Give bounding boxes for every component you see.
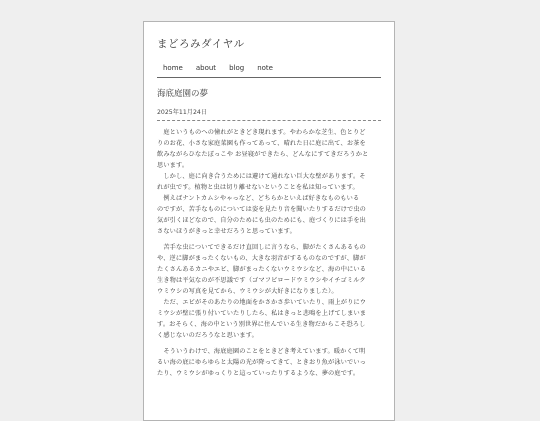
- paragraph-line: く感じないのだろうなと思います。: [157, 332, 258, 339]
- paragraph-line: 例えばナントカムシやゃっなど、どちらかといえば好きなものもいる: [157, 195, 360, 202]
- paragraph-line: りのお花、小さな家庭菜園も作ってあって、晴れた日に庭に出て、お茶を: [157, 140, 366, 147]
- paragraph-line: るい海の底にゆらゆらと太陽の光が降ってきて、ときおり魚が泳いでいっ: [157, 359, 367, 366]
- paragraph-line: ミウシが壁に張り付いていたりしたら、私はきっと悲鳴を上げてしまいま: [157, 310, 367, 317]
- paragraph-line: 生き物は平気なのが不思議です（ゴマフビロードウミウシやイチゴミルク: [157, 277, 366, 284]
- paragraph-line: れが虫です。植物と虫は切り離せないということを私は知っています。: [157, 184, 359, 191]
- post-paragraph: [157, 242, 381, 341]
- post-divider: [157, 120, 381, 121]
- paragraph-line: さないほうがきっと幸せだろうと思っています。: [157, 228, 296, 235]
- paragraph-line: や、逆に脚がまったくないもの、大きな羽音がするものなのですが、脚が: [157, 255, 366, 262]
- paragraph-line: 飲みながらひなたぼっこや お昼寝ができたら、どんなにすてきだろうかと: [157, 151, 369, 158]
- site-title[interactable]: まどろみダイヤル: [157, 38, 245, 50]
- nav-home[interactable]: home: [163, 64, 183, 72]
- paragraph-line: す。おそらく、海の中という別世界に住んでいる生き物だからこそ恐ろし: [157, 321, 366, 328]
- post-body: [157, 127, 381, 379]
- nav-note[interactable]: note: [257, 64, 273, 72]
- paragraph-line: たくさんあるカニやエビ、脚がまったくないウミウシなど、海の中にいる: [157, 266, 367, 273]
- post-paragraph: [157, 127, 381, 237]
- paragraph-line: そういうわけで、海底庭園のことをときどき考えています。暖かくて明: [157, 348, 366, 355]
- paragraph-line: ウミウシの写真を見てから、ウミウシが大好きになりました）。: [157, 288, 338, 295]
- paragraph-line: 庭というものへの憧れがときどき現れます。やわらかな芝生、色とりど: [157, 129, 366, 136]
- header-divider: [157, 77, 381, 78]
- paragraph-line: 思います。: [157, 162, 189, 169]
- paragraph-line: 気が引くほどなので、自分のためにも虫のためにも、庭づくりには手を出: [157, 217, 367, 224]
- main-nav: [157, 63, 381, 73]
- post-paragraph: [157, 346, 381, 379]
- nav-blog[interactable]: blog: [229, 64, 245, 72]
- blog-page: [143, 21, 395, 421]
- nav-about[interactable]: about: [195, 64, 217, 72]
- paragraph-line: のですが、苦手なものについては姿を見たり音を聞いたりするだけで虫の: [157, 206, 367, 213]
- post-title: 海底庭園の夢: [157, 89, 209, 99]
- post-date: 2025年11月24日: [157, 109, 208, 116]
- paragraph-line: ただ、エビがそのあたりの地面をかさかさ歩いていたり、雨上がりにウ: [157, 299, 367, 306]
- paragraph-line: 苦手な虫についてできるだけ直回しに言うなら、脚がたくさんあるもの: [157, 244, 367, 251]
- paragraph-line: しかし、庭に向き合うためには避けて通れない巨大な壁があります。そ: [157, 173, 366, 180]
- paragraph-line: たり、ウミウシがゆっくりと這っていったりするような、夢の庭です。: [157, 370, 360, 377]
